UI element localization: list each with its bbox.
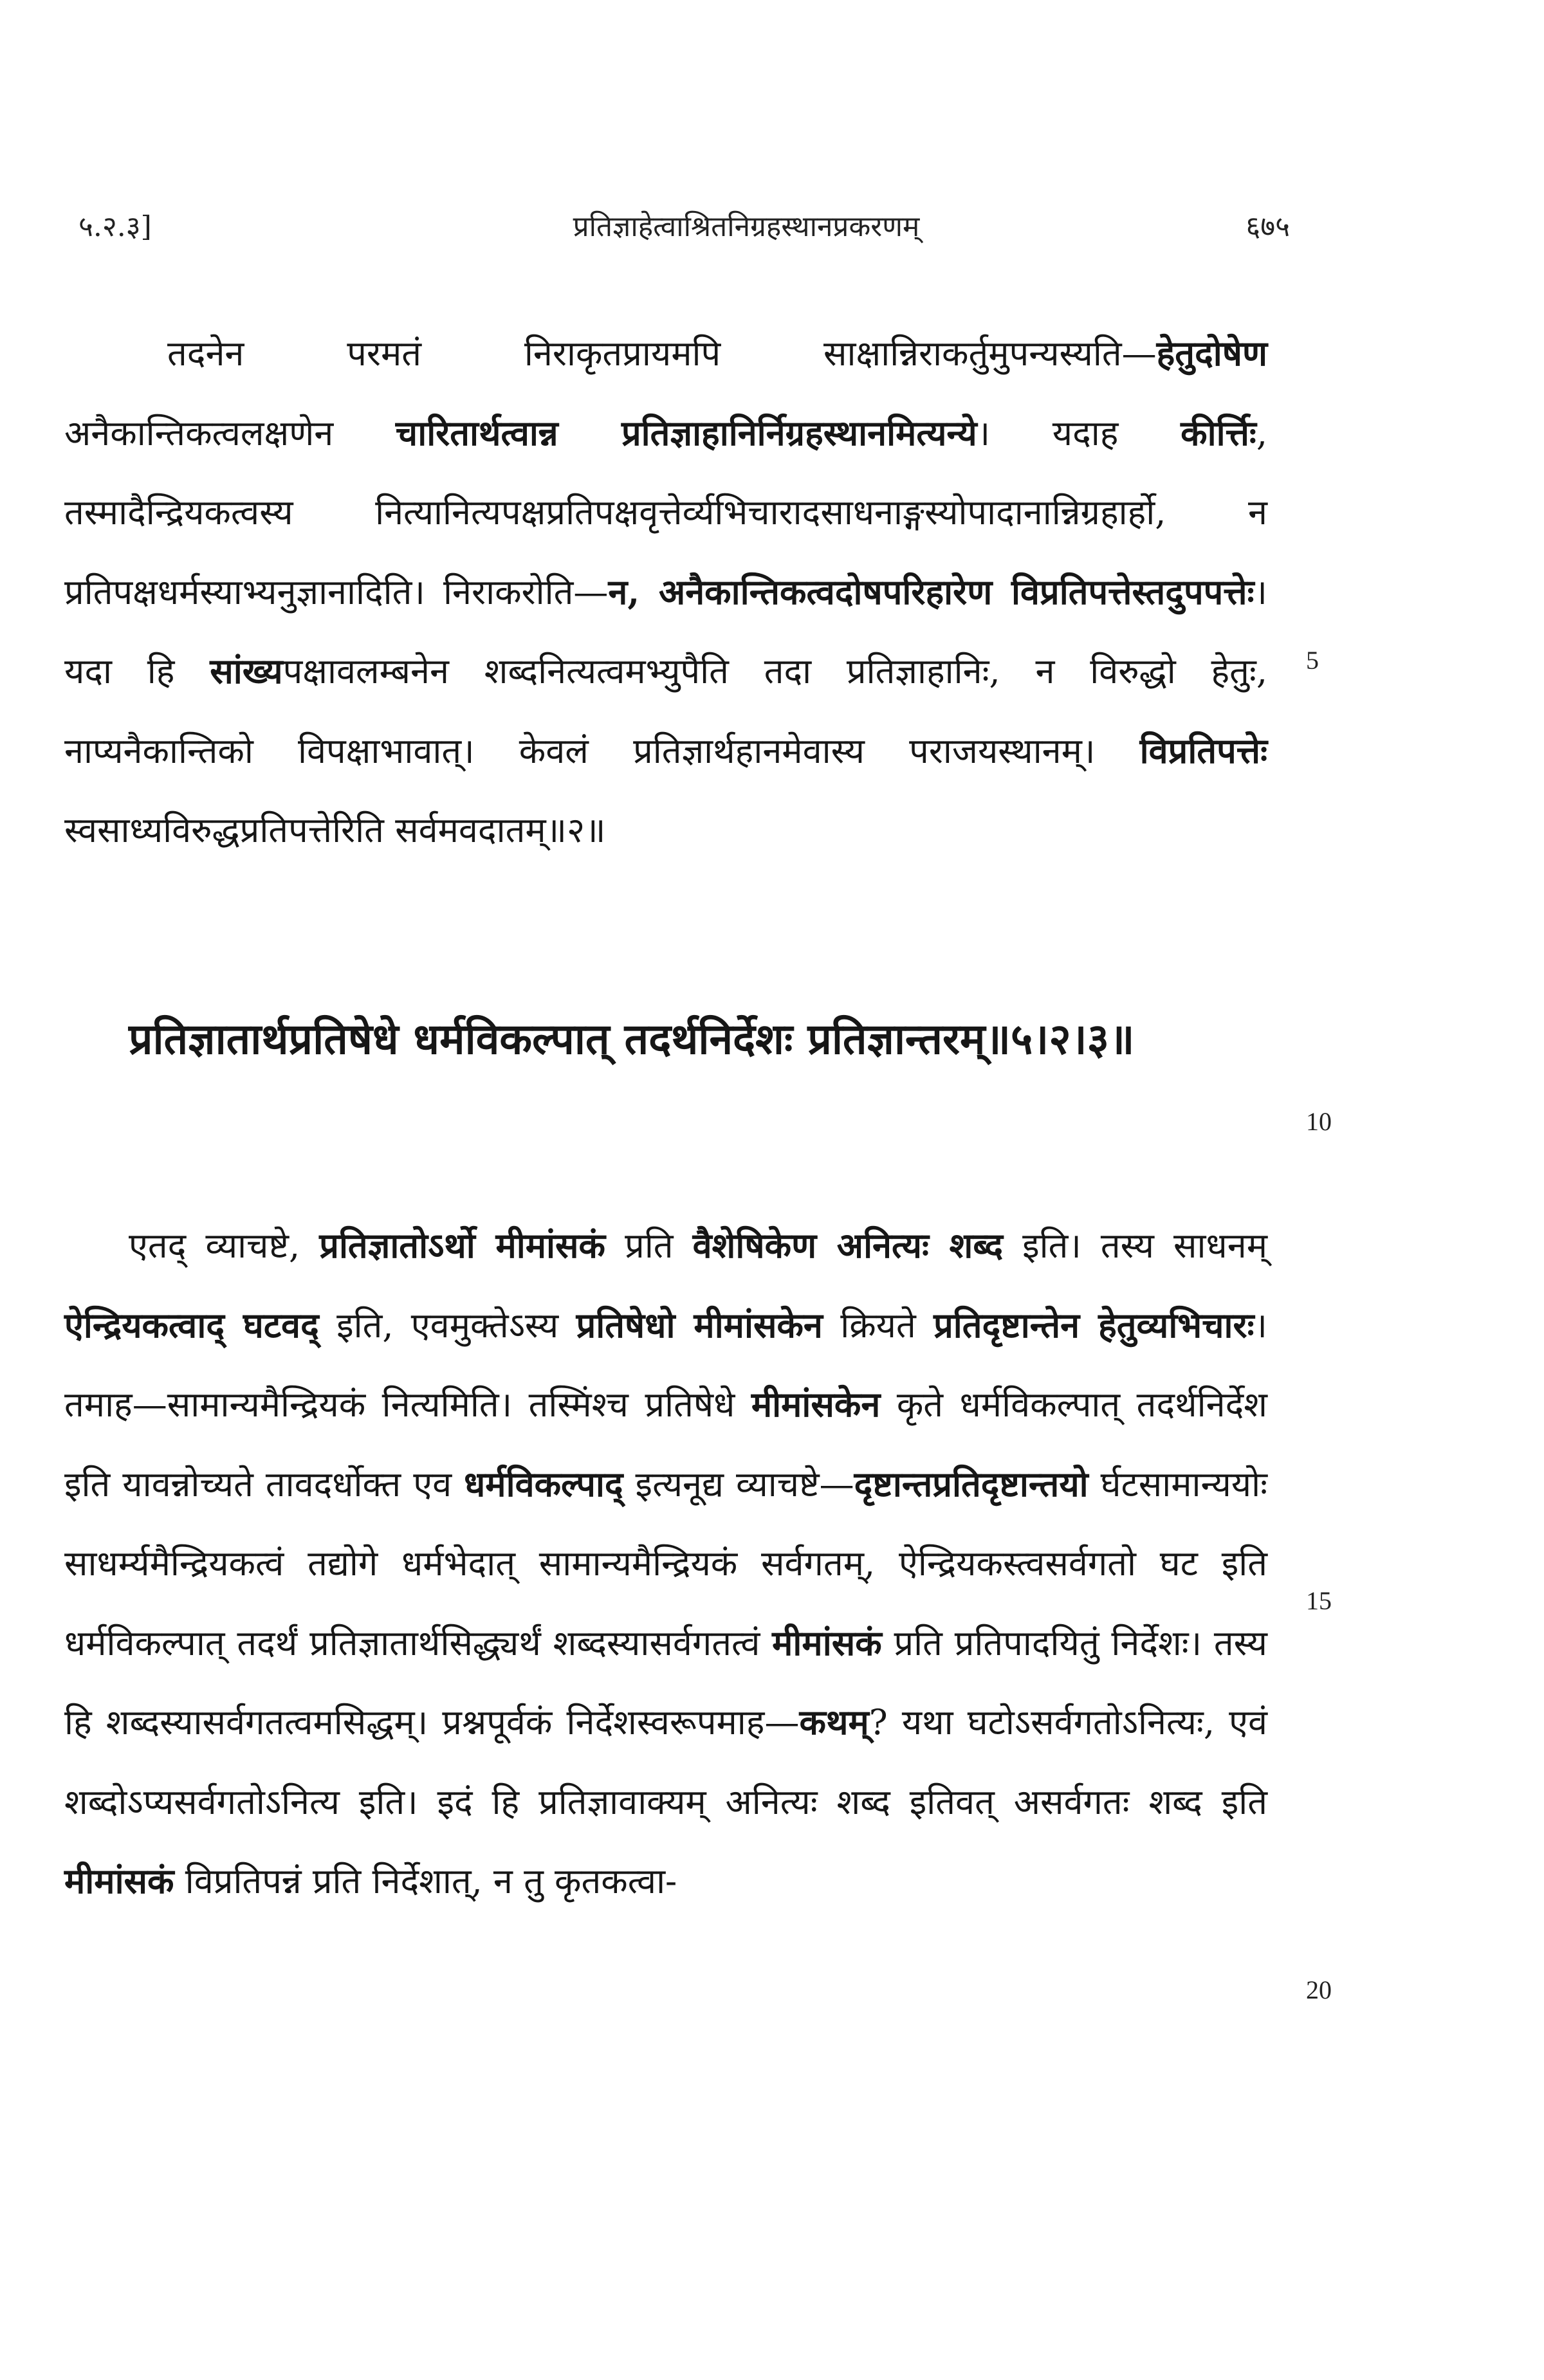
text-run: । यदा हि — [64, 571, 1267, 691]
line-number-5: 5 — [1306, 646, 1319, 675]
text-run: इति। तस्य साधनम् — [1003, 1225, 1268, 1266]
text-run: तदनेन परमतं निराकृतप्रायमपि साक्षान्निराकर्तुमुपन्यस्यति— — [167, 333, 1157, 374]
text-run: क्रियते — [822, 1304, 934, 1346]
running-title: प्रतिज्ञाहेत्वाश्रितनिग्रहस्थानप्रकरणम् — [573, 210, 920, 243]
line-number-15: 15 — [1306, 1586, 1332, 1615]
text-run: एतद् व्याचष्टे, — [129, 1225, 320, 1266]
text-run: , तस्मादैन्द्रियकत्वस्य नित्यानित्यपक्षप्रतिपक्षवृत्तेर्व्यभिचारादसाधनाङ्गस्योपादानान्निग्रहार्हो, न प्रतिपक्षधर्मस्याभ्यनुज्ञानादिति। निराकरोति— — [64, 412, 1267, 612]
bold-term: वैशेषिकेण अनित्यः शब्द — [692, 1225, 1003, 1266]
bold-term: कथम् — [799, 1701, 869, 1743]
bold-term: मीमांसकेन — [751, 1384, 881, 1425]
line-number-10: 10 — [1306, 1107, 1332, 1136]
bold-term: मीमांसकं — [64, 1860, 174, 1901]
section-reference: ५.२.३] — [78, 210, 152, 243]
running-header — [0, 206, 1544, 257]
text-run: विप्रतिपन्नं प्रति निर्देशात्, न तु कृतकत्वा- — [174, 1861, 677, 1901]
commentary-paragraph-2 — [64, 1206, 1267, 1921]
text-run: ? यथा घटोऽसर्वगतोऽनित्यः, एवं शब्दोऽप्यसर्वगतोऽनित्य इति। इदं हि प्रतिज्ञावाक्यम् अनित्यः शब्द इतिवत् असर्वगतः शब्द इति — [64, 1702, 1268, 1822]
bold-term: हेतुदोषेण — [1156, 333, 1267, 374]
text-run: । तमाह—सामान्यमैन्द्रियकं नित्यमिति। तस्मिंश्च प्रतिषेधे — [64, 1304, 1268, 1425]
bold-term: प्रतिषेधो मीमांसकेन — [576, 1304, 823, 1346]
text-run: प्रति — [605, 1225, 693, 1266]
text-run: प्रति प्रतिपादयितुं निर्देशः। तस्य हि शब्दस्यासर्वगतत्वमसिद्धम्। प्रश्नपूर्वकं निर्देशस्वरूपमाह— — [64, 1622, 1267, 1743]
text-run: । यदाह — [977, 412, 1181, 453]
bold-term: न, अनैकान्तिकत्वदोषपरिहारेण विप्रतिपत्तेस्तदुपपत्तेः — [608, 571, 1254, 612]
sutra-verse: प्रतिज्ञातार्थप्रतिषेधे धर्मविकल्पात् तदर्थनिर्देशः प्रतिज्ञान्तरम्॥५।२।३॥ — [129, 1014, 1135, 1064]
text-run: इति, एवमुक्तेऽस्य — [318, 1304, 576, 1346]
text-run: र्घटसामान्ययोः साधर्म्यमैन्द्रियकत्वं तद्योगे धर्मभेदात् सामान्यमैन्द्रियकं सर्वगतम्, ऐन्द्रियकस्त्वसर्वगतो घट इति धर्मविकल्पात् तदर्थं प्रतिज्ञातार्थसिद्ध्यर्थं शब्दस्यासर्वगतत्वं — [64, 1463, 1267, 1663]
bold-term: मीमांसकं — [772, 1622, 882, 1663]
text-run: कृते धर्मविकल्पात् तदर्थनिर्देश इति यावन्नोच्यते तावदर्धोक्त एव — [64, 1384, 1267, 1505]
text-run: अनैकान्तिकत्वलक्षणेन — [64, 412, 396, 453]
line-number-20: 20 — [1306, 1975, 1332, 2004]
commentary-paragraph-1 — [64, 314, 1267, 870]
bold-term: प्रतिज्ञातोऽर्थो मीमांसकं — [319, 1225, 606, 1266]
text-run: स्वसाध्यविरुद्धप्रतिपत्तेरिति सर्वमवदातम्॥२॥ — [64, 810, 606, 850]
bold-term: ऐन्द्रियकत्वाद् घटवद् — [64, 1304, 319, 1346]
bold-term: धर्मविकल्पाद् — [464, 1463, 623, 1505]
text-run: पक्षावलम्बनेन शब्दनित्यत्वमभ्युपैति तदा प्रतिज्ञाहानिः, न विरुद्धो हेतुः, नाप्यनैकान्तिको विपक्षाभावात्। केवलं प्रतिज्ञार्थहानमेवास्य पराजयस्थानम्। — [64, 651, 1267, 771]
text-run: इत्यनूद्य व्याचष्टे— — [623, 1463, 854, 1505]
bold-term: प्रतिदृष्टान्तेन हेतुव्यभिचारः — [933, 1304, 1254, 1346]
bold-term: सांख्य — [210, 650, 283, 691]
bold-term: चारितार्थत्वान्न प्रतिज्ञाहानिर्निग्रहस्थानमित्यन्ये — [395, 412, 977, 453]
bold-term: विप्रतिपत्तेः — [1139, 729, 1268, 771]
bold-term: कीर्त्तिः — [1181, 412, 1256, 453]
bold-term: दृष्टान्तप्रतिदृष्टान्तयो — [854, 1463, 1089, 1505]
page-number: ६७५ — [1245, 210, 1290, 243]
